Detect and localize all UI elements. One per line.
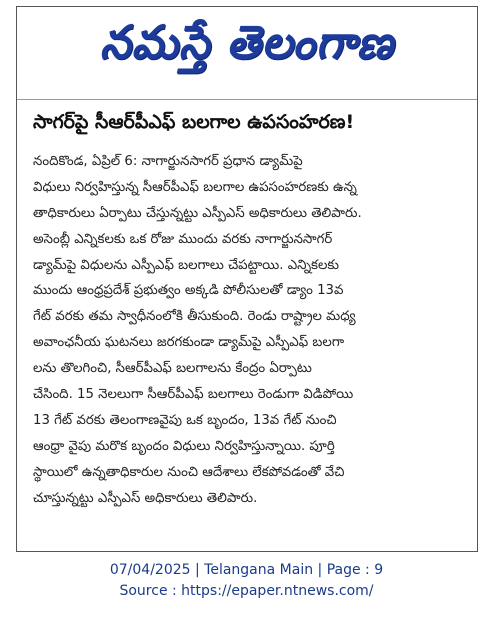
article-line: 13 గేట్ వరకు తెలంగాణవైపు ఒక బృందం, 13వ గేట్ నుంచి — [33, 412, 337, 428]
article-line: అసెంబ్లీ ఎన్నికలకు ఒక రోజు ముందు వరకు నాగార్జునసాగర్ — [33, 231, 333, 247]
article-line: విధులు నిర్వహిస్తున్న సీఆర్‌పీఎఫ్ బలగాల ఉపసంహరణకు ఉన్న — [33, 179, 357, 195]
article-line: లను తొలగించి, సీఆర్‌పీఎఫ్ బలగాలను కేంద్రం ఏర్పాటు — [33, 361, 312, 377]
newspaper-masthead: నమస్తే తెలంగాణ — [100, 15, 394, 69]
article-line: చేసింది. 15 నెలలుగా సీఆర్‌పీఎఫ్ బలగాలు రెండుగా విడిపోయి — [33, 387, 354, 403]
article-line: తాధికారులు ఏర్పాటు చేస్తున్నట్టు ఎస్పీఎస్ అధికారులు తెలిపారు. — [33, 205, 362, 221]
source-link[interactable]: Source : https://epaper.ntnews.com/ — [119, 583, 374, 599]
article-line: చూస్తున్నట్టు ఎస్పీఎస్ అధికారులు తెలిపారు. — [33, 490, 258, 506]
masthead-divider — [17, 99, 477, 100]
article-headline: సాగర్‌పై సీఆర్‌పీఎఫ్ బలగాల ఉపసంహరణ! — [33, 111, 355, 133]
publication-info: 07/04/2025 | Telangana Main | Page : 9 — [109, 562, 384, 578]
article-line: స్థాయిలో ఉన్నతాధికారుల నుంచి ఆదేశాలు లేకపోవడంతో వేచి — [33, 464, 345, 480]
article-line: గేట్ వరకు తమ స్వాధీనంలోకి తీసుకుంది. రెండు రాష్ట్రాల మధ్య — [33, 309, 356, 325]
article-body — [33, 149, 465, 511]
article-line: ఆంధ్రా వైపు మరొక బృందం విధులు నిర్వహిస్తున్నాయి. పూర్తి — [33, 438, 335, 454]
article-line: డ్యామ్‌పై విధులను ఎస్పీఎఫ్ బలగాలు చేపట్టాయి. ఎన్నికలకు — [33, 257, 339, 273]
article-line: ముందు ఆంధ్రప్రదేశ్ ప్రభుత్వం అక్కడి పోలీసులతో డ్యాం 13వ — [33, 283, 344, 299]
newspaper-clipping — [16, 6, 478, 552]
article-line: నందికొండ, ఏప్రిల్ 6: నాగార్జునసాగర్ ప్రధాన డ్యామ్‌పై — [33, 154, 303, 169]
article-line: అవాంఛనీయ ఘటనలు జరగకుండా డ్యామ్‌పై ఎస్పీఎఫ్ బలగా — [33, 335, 345, 351]
